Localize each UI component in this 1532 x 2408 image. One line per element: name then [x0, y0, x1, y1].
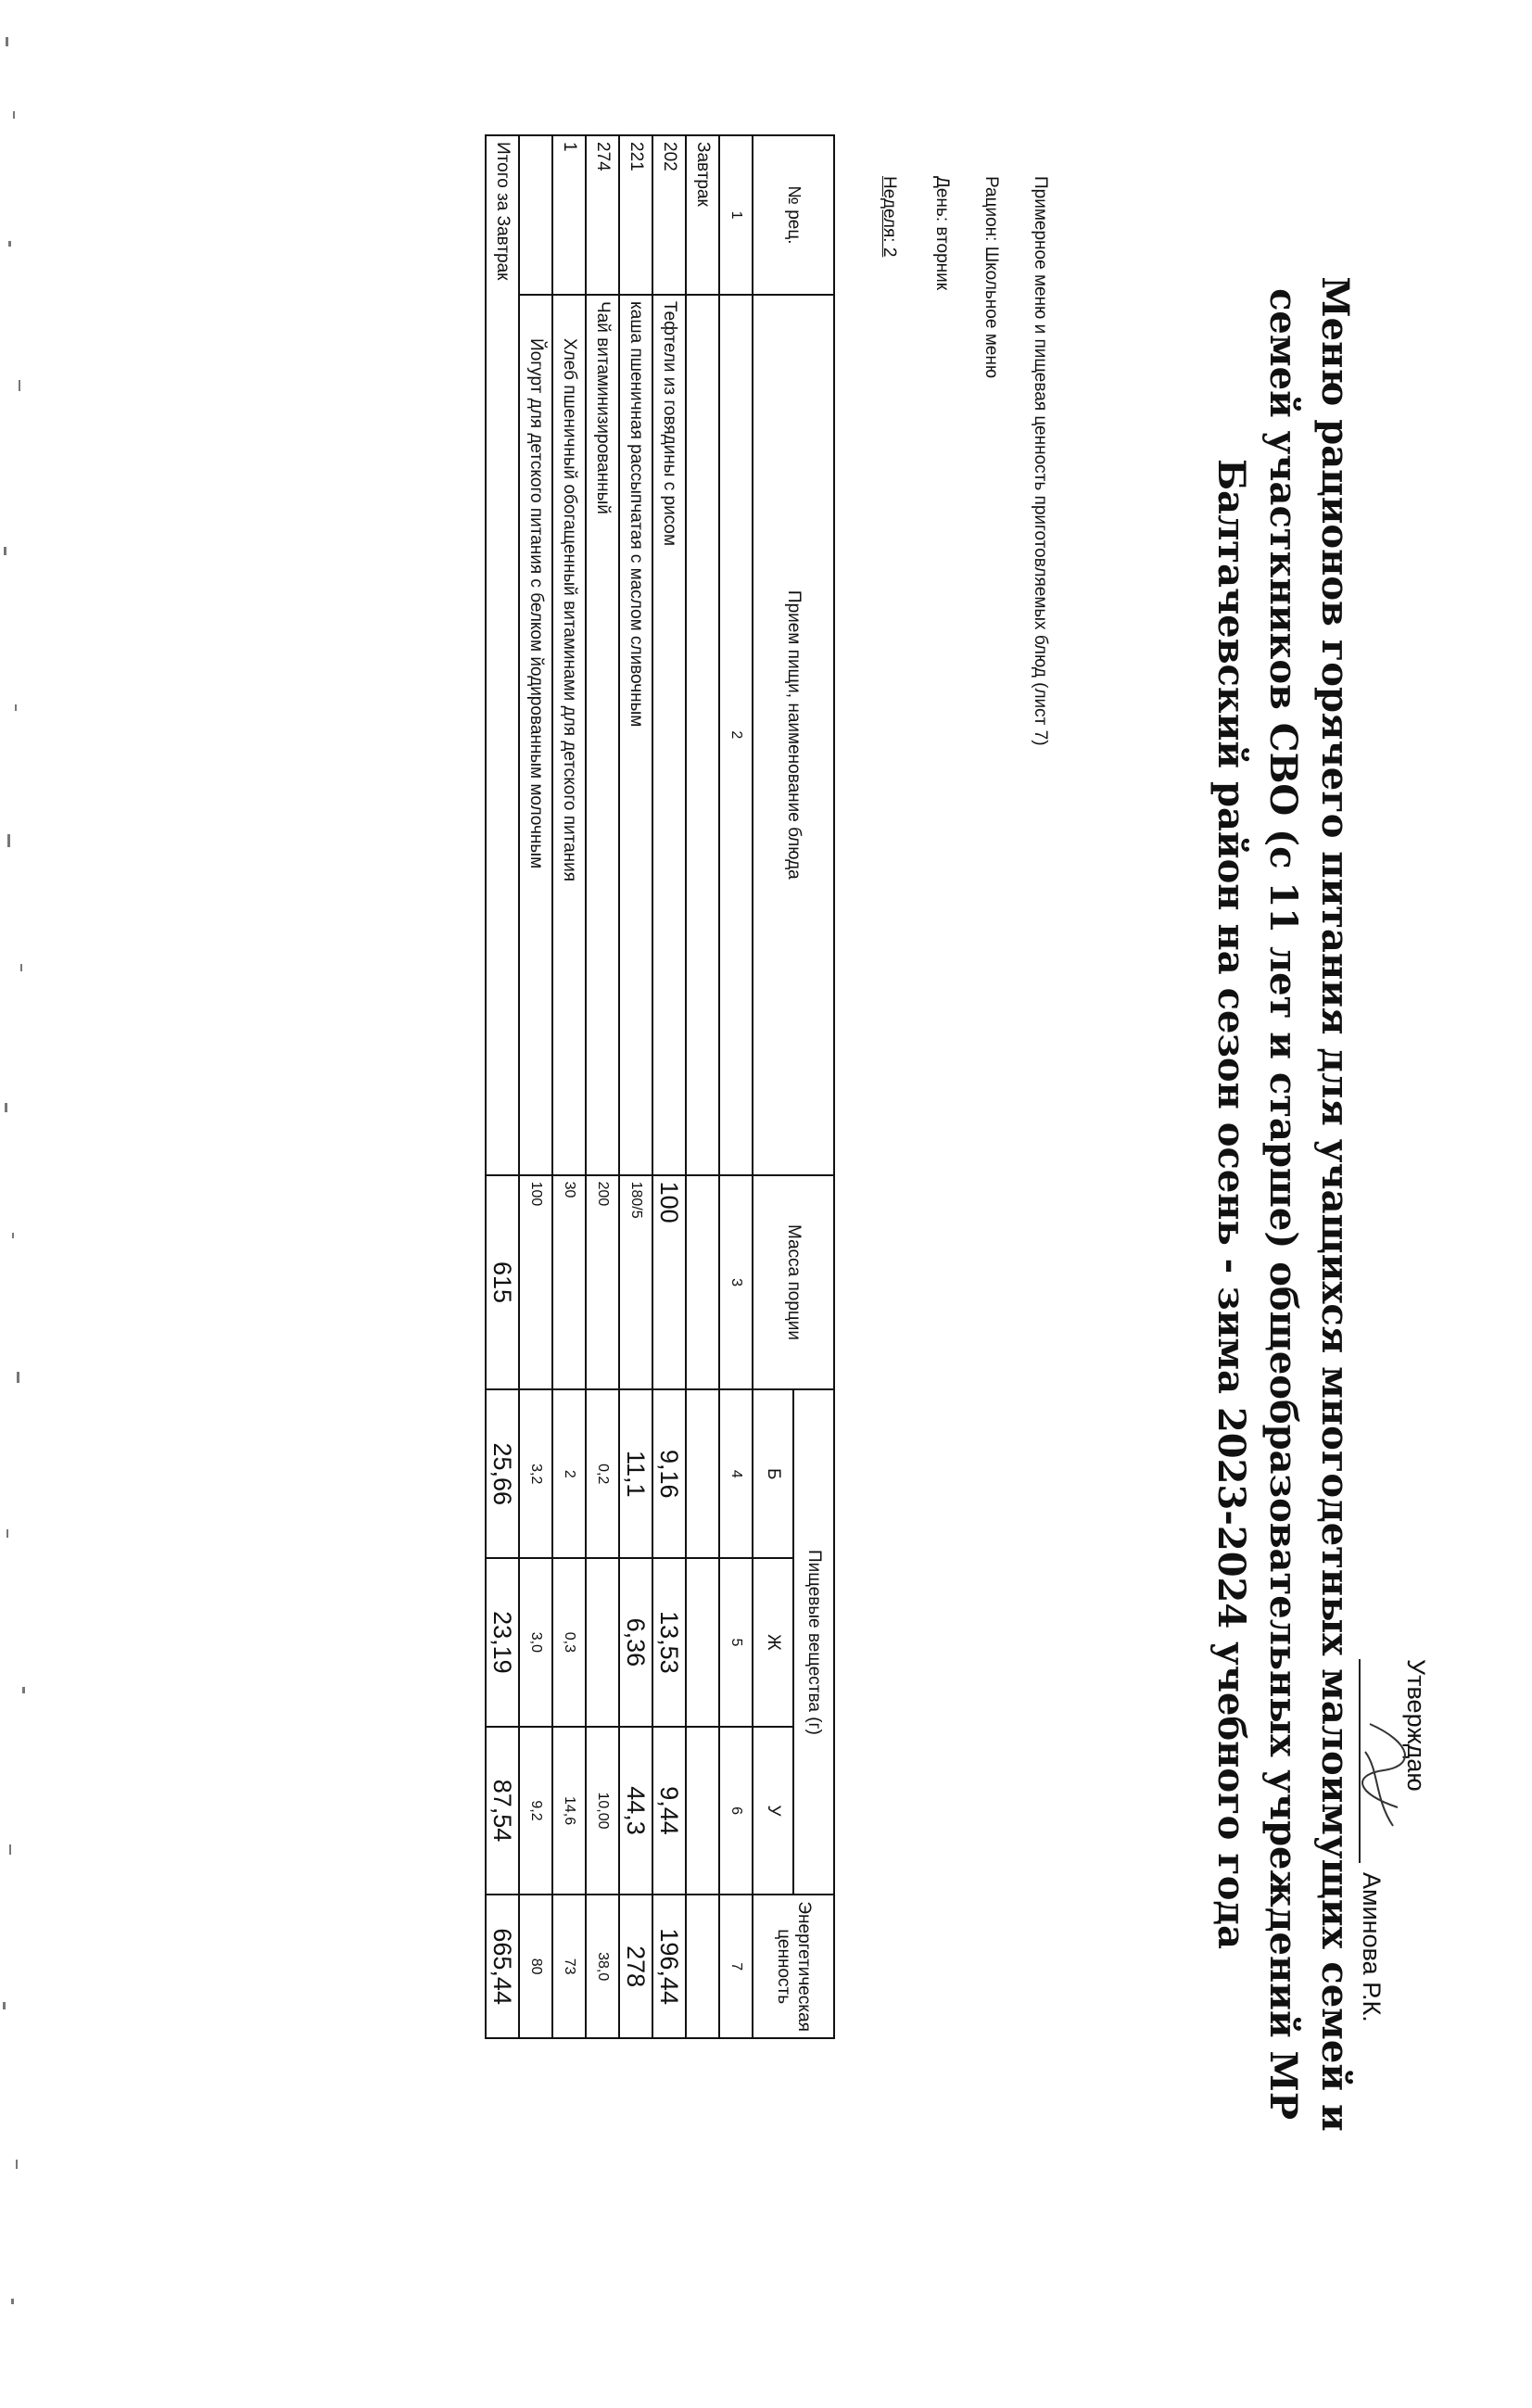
cell-mass: 200 — [586, 1175, 619, 1390]
cell-mass: 30 — [552, 1175, 586, 1390]
col-number: 5 — [719, 1558, 753, 1727]
cell-dish: Йогурт для детского питания с белком йодированным молочным — [519, 295, 552, 1175]
table-row — [519, 135, 552, 2038]
cell-b: 9,16 — [652, 1389, 686, 1558]
header-nutrients: Пищевые вещества (г) — [793, 1389, 834, 1895]
header-u: У — [753, 1727, 793, 1895]
document-title — [1205, 0, 1361, 2408]
total-row — [486, 135, 519, 2038]
cell-energy: 278 — [619, 1895, 652, 2038]
cell-energy: 73 — [552, 1895, 586, 2038]
total-b: 25,66 — [486, 1389, 519, 1558]
cell-dish: Тефтели из говядины с рисом — [652, 295, 686, 1175]
cell-u: 9,44 — [652, 1727, 686, 1895]
cell-dish: каша пшеничная рассыпчатая с маслом сливочным — [619, 295, 652, 1175]
week-label: Неделя: 2 — [880, 176, 899, 258]
approver-name: Аминова Р.К. — [1358, 1872, 1386, 2022]
day-label: День: вторник — [932, 176, 952, 291]
cell-recipe: 274 — [586, 135, 619, 295]
col-number: 6 — [719, 1727, 753, 1895]
col-number: 2 — [719, 295, 753, 1175]
col-number: 1 — [719, 135, 753, 295]
header-zh: Ж — [753, 1558, 793, 1727]
total-energy: 665,44 — [486, 1895, 519, 2038]
cell-energy: 38,0 — [586, 1895, 619, 2038]
table-row — [619, 135, 652, 2038]
cell-zh: 13,53 — [652, 1558, 686, 1727]
section-row — [686, 135, 719, 2038]
header-dish: Прием пищи, наименование блюда — [753, 295, 834, 1175]
cell-mass: 100 — [519, 1175, 552, 1390]
cell-b: 2 — [552, 1389, 586, 1558]
cell-u: 14,6 — [552, 1727, 586, 1895]
signature-mark — [1347, 1715, 1421, 1835]
cell-dish: Хлеб пшеничный обогащенный витаминами для детского питания — [552, 295, 586, 1175]
title-line-3: Балтачевский район на сезон осень - зима 2023-2024 учебного года — [1209, 459, 1253, 1949]
total-mass: 615 — [486, 1175, 519, 1390]
header-energy: Энергетическая ценность — [753, 1895, 834, 2038]
cell-recipe: 221 — [619, 135, 652, 295]
total-label: Итого за Завтрак — [486, 135, 519, 1175]
signature-line — [1359, 1659, 1361, 1863]
cell-recipe: 1 — [552, 135, 586, 295]
section-label: Завтрак — [686, 135, 719, 295]
col-number: 4 — [719, 1389, 753, 1558]
header-mass: Масса порции — [753, 1175, 834, 1390]
title-line-2: семей участкников СВО (с 11 лет и старше) общеобразовательных учреждений МР — [1261, 288, 1305, 2120]
cell-b: 0,2 — [586, 1389, 619, 1558]
cell-energy: 80 — [519, 1895, 552, 2038]
cell-recipe — [519, 135, 552, 295]
menu-table — [485, 134, 835, 2039]
header-b: Б — [753, 1389, 793, 1558]
cell-b: 3,2 — [519, 1389, 552, 1558]
table-row — [652, 135, 686, 2038]
ration-label: Рацион: Школьное меню — [981, 176, 1001, 379]
title-line-1: Меню рационов горячего питания для учащихся многодетных малоимущих семей и — [1313, 276, 1357, 2132]
table-header-row — [793, 135, 834, 2038]
table-row — [586, 135, 619, 2038]
header-recipe: № рец. — [753, 135, 834, 295]
column-number-row — [719, 135, 753, 2038]
cell-mass: 100 — [652, 1175, 686, 1390]
cell-u: 10,00 — [586, 1727, 619, 1895]
cell-u: 44,3 — [619, 1727, 652, 1895]
col-number: 3 — [719, 1175, 753, 1390]
cell-u: 9,2 — [519, 1727, 552, 1895]
sheet-description: Примерное меню и пищевая ценность приготовляемых блюд (лист 7) — [1031, 176, 1050, 746]
col-number: 7 — [719, 1895, 753, 2038]
total-zh: 23,19 — [486, 1558, 519, 1727]
cell-zh: 3,0 — [519, 1558, 552, 1727]
cell-mass: 180/5 — [619, 1175, 652, 1390]
cell-zh: 0,3 — [552, 1558, 586, 1727]
cell-energy: 196,44 — [652, 1895, 686, 2038]
cell-dish: Чай витаминизированный — [586, 295, 619, 1175]
total-u: 87,54 — [486, 1727, 519, 1895]
approval-word: Утверждаю — [1402, 1659, 1430, 1792]
cell-recipe: 202 — [652, 135, 686, 295]
cell-zh — [586, 1558, 619, 1727]
cell-zh: 6,36 — [619, 1558, 652, 1727]
cell-b: 11,1 — [619, 1389, 652, 1558]
table-row — [552, 135, 586, 2038]
